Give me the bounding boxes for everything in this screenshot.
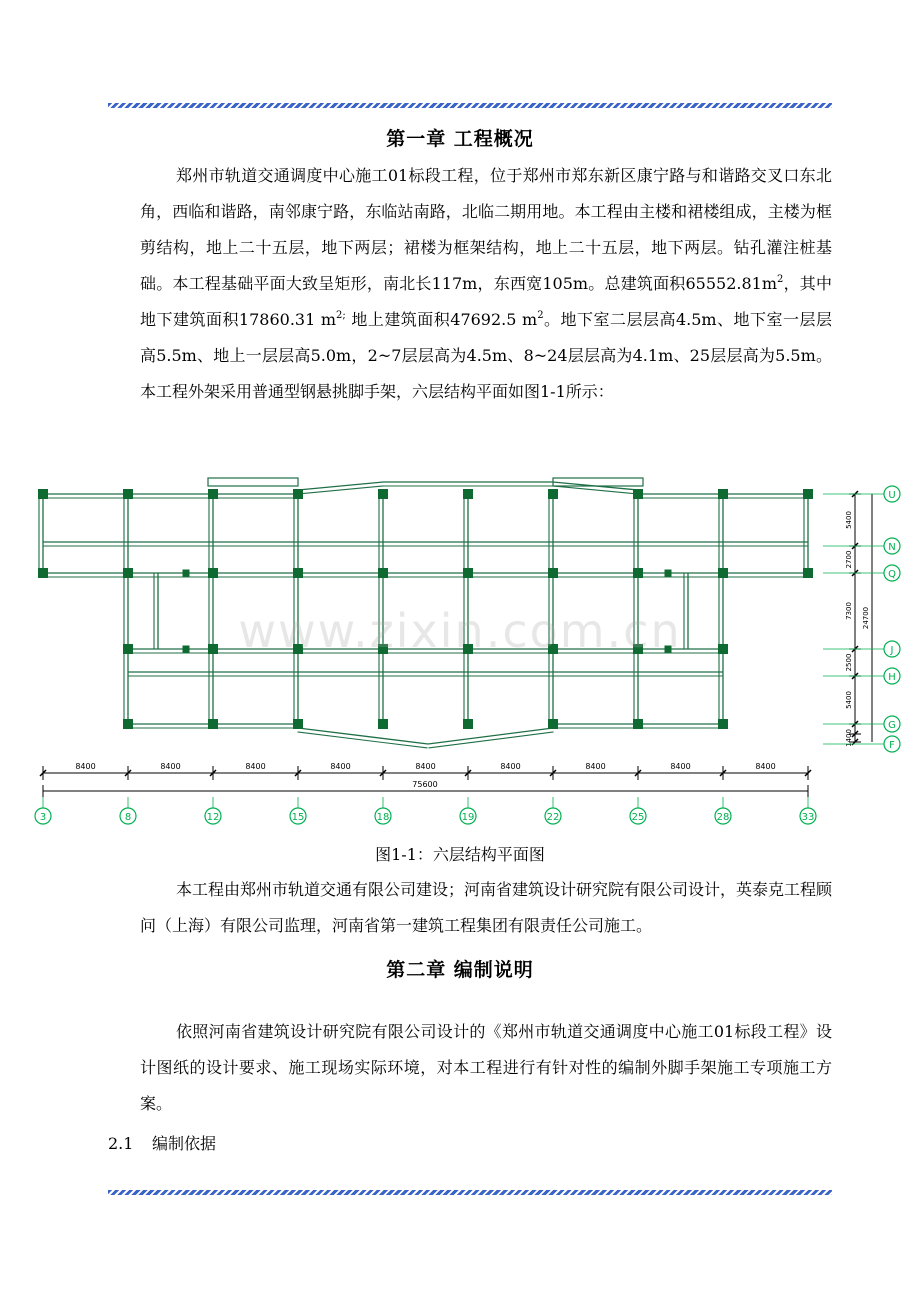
top-frame-west	[208, 478, 298, 486]
section-title: 编制依据	[152, 1134, 217, 1153]
beam-south-slope-e-inner	[429, 732, 554, 748]
column-g	[378, 719, 388, 729]
p1-text-2: ，其中地下建筑面积17860.31 m	[140, 274, 832, 329]
axis-y-label: Q	[888, 569, 896, 580]
ch2-p1-text: 依照河南省建筑设计研究院有限公司设计的《郑州市轨道交通调度中心施工01标段工程》设计图纸的设计要求、施工现场实际环境，对本工程进行有针对性的编制外脚手架施工专项施工方案。	[140, 1022, 832, 1113]
axis-y-label: G	[888, 720, 896, 731]
column-g	[463, 719, 473, 729]
column-top	[803, 489, 813, 499]
axis-label: 22	[546, 812, 560, 823]
axis-label: 33	[801, 812, 815, 823]
beam-north-slope-w	[298, 482, 383, 490]
axis-y-label: N	[888, 542, 896, 553]
dim-v-span-label: 7300	[845, 602, 853, 620]
axis-label: 8	[124, 812, 132, 823]
column-top	[208, 489, 218, 499]
column-top	[378, 489, 388, 499]
dim-span-label: 8400	[670, 762, 691, 771]
header-rule	[108, 103, 832, 108]
dim-v-total-label: 24700	[862, 606, 870, 630]
top-frame-east	[553, 478, 643, 486]
dim-span-label: 8400	[75, 762, 96, 771]
column-g	[633, 719, 643, 729]
column-small	[380, 570, 387, 577]
dim-v-span-label: 2700	[845, 550, 853, 569]
dim-v-span-label: 2500	[845, 653, 853, 672]
column-small	[665, 570, 672, 577]
section-number: 2.1	[108, 1134, 134, 1153]
axis-y-label: U	[888, 490, 896, 501]
dim-span-label: 8400	[500, 762, 521, 771]
chapter1-paragraph-1	[140, 158, 832, 410]
beam-north-slope-e-inner	[553, 486, 638, 494]
figure-caption: 图1-1：六层结构平面图	[375, 845, 545, 864]
chapter2-paragraph-1	[140, 1014, 832, 1122]
dim-span-label: 8400	[585, 762, 606, 771]
column-g	[123, 719, 133, 729]
dim-span-label: 8400	[415, 762, 436, 771]
p1-sup-1: 2	[777, 274, 784, 285]
axis-label: 3	[39, 812, 47, 823]
axis-label: 18	[376, 812, 390, 823]
axis-label: 12	[206, 812, 220, 823]
dim-total-label: 75600	[412, 780, 438, 789]
p1-sup-2: 2;	[336, 310, 346, 321]
section-2-1	[108, 1131, 216, 1154]
column-q	[208, 568, 218, 578]
column-q	[38, 568, 48, 578]
p1-text-4: 。地下室二层层高4.5m、地下室一层层高5.5m、地上一层层高5.0m，2~7层层高为4.5m、8~24层层高为4.1m、25层层高为5.5m。本工程外架采用普通型钢悬挑脚手架，六层结构平面如图1-1所示：	[140, 310, 832, 401]
column-small	[295, 570, 302, 577]
footer-rule	[108, 1190, 832, 1195]
chapter2-title: 第二章 编制说明	[386, 959, 534, 981]
column-small	[183, 570, 190, 577]
watermark: www.zixin.com.cn	[238, 604, 682, 658]
dim-v-span-label: 1400	[845, 729, 853, 747]
p1-text-1: 郑州市轨道交通调度中心施工01标段工程，位于郑州市郑东新区康宁路与和谐路交叉口东北角，西临和谐路，南邻康宁路，东临站南路，北临二期用地。本工程由主楼和裙楼组成，主楼为框剪结构，地上二十五层，地下两层；裙楼为框架结构，地上二十五层，地下两层。钻孔灌注桩基础。本工程基础平面大致呈矩形，南北长117m，东西宽105m。总建筑面积65552.81m	[140, 166, 832, 293]
axis-label: 15	[291, 812, 305, 823]
column-top	[718, 489, 728, 499]
column-g	[548, 719, 558, 729]
column-top	[548, 489, 558, 499]
chapter1-paragraph-2	[140, 872, 832, 944]
axis-label: 25	[631, 812, 645, 823]
dim-span-label: 8400	[160, 762, 181, 771]
dim-span-label: 8400	[755, 762, 776, 771]
dim-v-span-label: 5400	[845, 511, 853, 529]
dim-span-label: 8400	[245, 762, 266, 771]
axis-y-label: J	[890, 645, 894, 656]
column-small	[550, 570, 557, 577]
column-g	[208, 719, 218, 729]
axis-label: 28	[716, 812, 730, 823]
column-top	[463, 489, 473, 499]
column-top	[293, 489, 303, 499]
column-g	[293, 719, 303, 729]
beam-north-slope-w-inner	[298, 486, 383, 494]
beam-south-slope-w-inner	[298, 732, 428, 748]
column-q	[633, 568, 643, 578]
axis-y-label: H	[888, 672, 896, 683]
column-small	[465, 570, 472, 577]
p2-text: 本工程由郑州市轨道交通有限公司建设；河南省建筑设计研究院有限公司设计，英泰克工程顾问（上海）有限公司监理，河南省第一建筑工程集团有限责任公司施工。	[140, 880, 833, 935]
chapter1-title: 第一章 工程概况	[386, 128, 534, 150]
beam-south-slope-w	[298, 728, 428, 744]
column-top	[38, 489, 48, 499]
dim-v-span-label: 5400	[845, 691, 853, 709]
column-top	[123, 489, 133, 499]
column-q	[718, 568, 728, 578]
p1-text-3: 地上建筑面积47692.5 m	[345, 310, 538, 329]
column-q	[123, 568, 133, 578]
p1-sup-3: 2	[537, 310, 544, 321]
axis-label: 19	[461, 812, 475, 823]
axis-y-label: F	[889, 740, 895, 751]
dim-span-label: 8400	[330, 762, 351, 771]
column-top	[633, 489, 643, 499]
column-g	[718, 719, 728, 729]
beam-south-slope-e	[428, 728, 553, 744]
column-q	[803, 568, 813, 578]
